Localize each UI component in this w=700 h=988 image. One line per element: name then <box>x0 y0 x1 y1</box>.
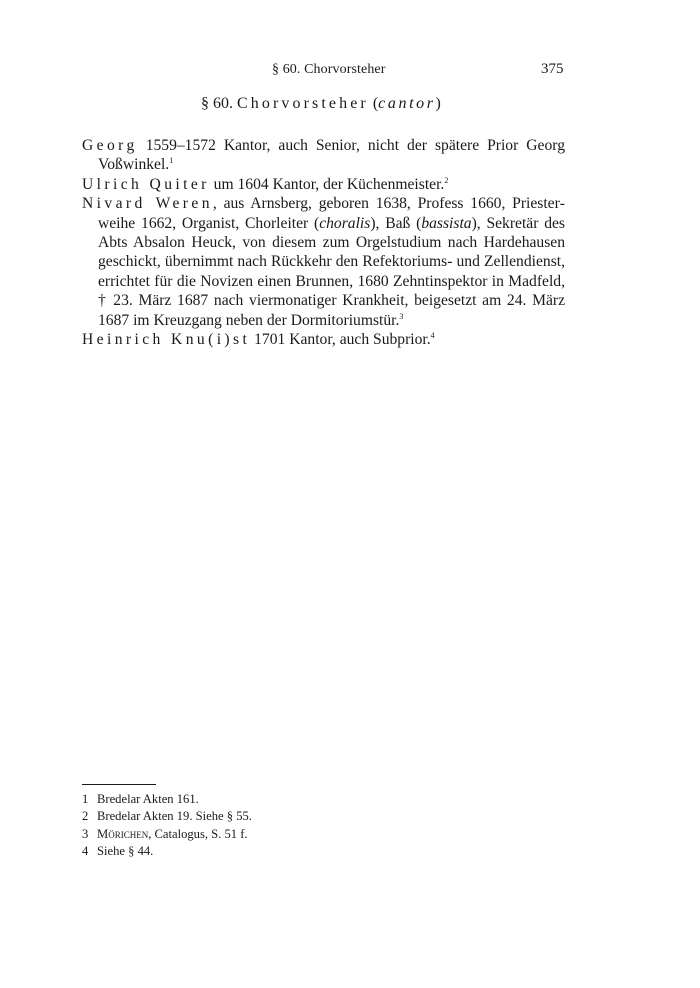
footnote-marker: 4 <box>430 330 435 340</box>
text-run: Bredelar Akten 19. Siehe § 55. <box>97 809 252 824</box>
text-run: , Catalogus, S. 51 f. <box>148 826 248 841</box>
running-head: § 60. Chorvorsteher <box>272 62 386 77</box>
italic-term: choralis <box>319 214 371 232</box>
entry-list <box>82 136 565 349</box>
entry <box>82 175 565 194</box>
entry <box>82 330 565 349</box>
footnote-rule <box>82 784 156 785</box>
footnote <box>82 826 252 843</box>
person-name: Georg <box>82 137 138 154</box>
section-title: § 60. Chorvorsteher (cantor) <box>201 95 441 112</box>
text-run: um 1604 Kantor, der Küchenmeister. <box>209 175 445 193</box>
page-number: 375 <box>541 61 564 77</box>
footnote <box>82 808 252 825</box>
text-run: 1701 Kantor, auch Subprior. <box>250 331 431 349</box>
footnote-number: 2 <box>82 809 89 824</box>
section-title-main: Chorvorsteher <box>237 95 369 112</box>
footnote-marker: 3 <box>399 311 404 321</box>
section-title-prefix: § 60. <box>201 95 233 112</box>
entry <box>82 194 565 330</box>
person-name: Nivard Weren <box>82 195 213 213</box>
entry <box>82 136 565 175</box>
text-run: Siehe § 44. <box>97 844 154 859</box>
person-name: Ulrich Quiter <box>82 175 210 193</box>
text-run: 1559–1572 Kantor, auch Senior, nicht der spätere Prior Georg Voßwinkel. <box>98 137 565 174</box>
text-run: Bredelar Akten 161. <box>97 792 199 806</box>
footnote-marker: 1 <box>169 156 174 166</box>
footnote <box>82 791 252 808</box>
italic-term: bassista <box>421 214 472 232</box>
footnote-marker: 2 <box>444 175 449 185</box>
author-name: Mörichen <box>97 826 149 841</box>
section-title-paren: cantor <box>378 95 436 112</box>
person-name: Heinrich Knu(i)st <box>82 331 251 349</box>
text-run: ), Baß ( <box>370 214 422 232</box>
text-run: , aus Arnsberg, geboren 1638, Profess 1660, Priesterweihe 1662, Organist, Chorleiter ( <box>98 195 565 232</box>
footnote <box>82 843 252 860</box>
footnote-number: 1 <box>82 792 89 806</box>
footnote-number: 4 <box>82 844 89 859</box>
footnote-list <box>82 791 252 861</box>
footnote-number: 3 <box>82 826 89 841</box>
text-run: ), Sekretär des Abts Absalon Heuck, von diesem zum Orgelstudium nach Hardehausen geschickt, übernimmt nach Rückkehr den Refektoriums- und Zellendienst, errichtet für die Novizen einen Brunnen, 1680 Zehntinspektor in Madfeld, † 23. März 1687 nach viermonatiger Krankheit, beigesetzt am 24. März 1687 im Kreuzgang neben der Dormitoriumstür. <box>98 214 565 329</box>
